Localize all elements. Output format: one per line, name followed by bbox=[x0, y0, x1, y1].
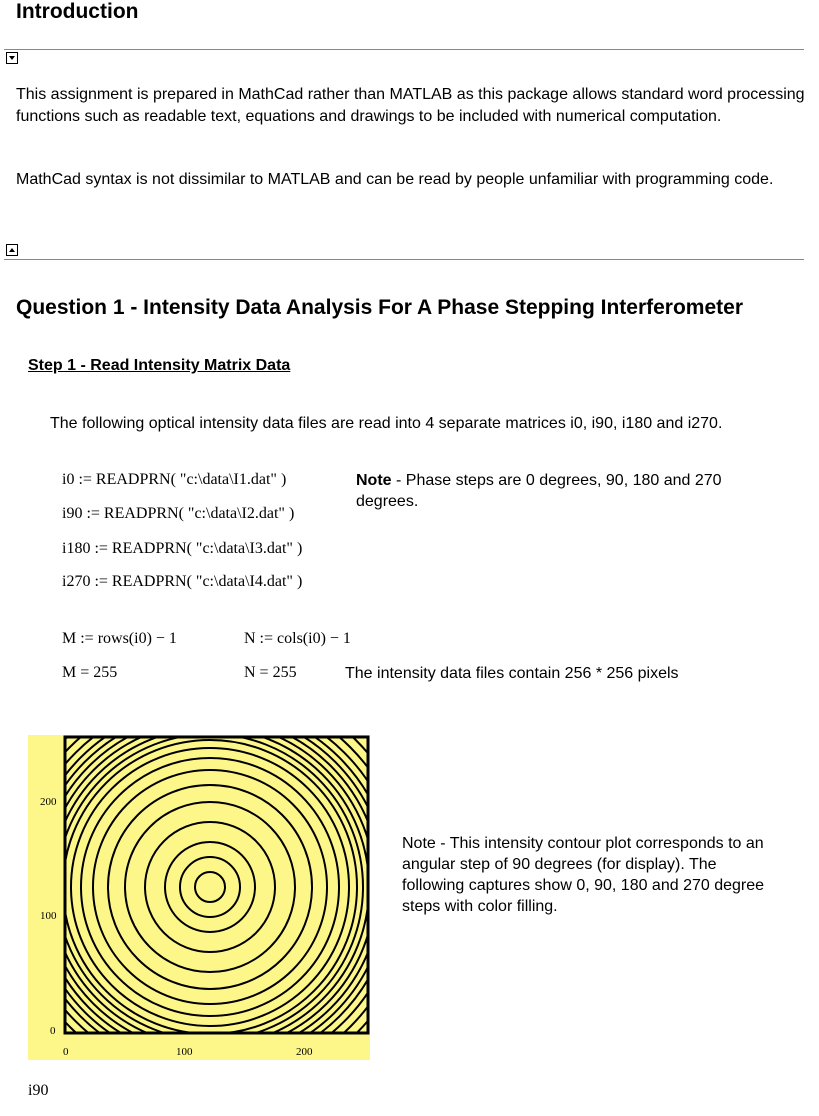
result-n: N = 255 bbox=[244, 664, 297, 681]
pixels-note: The intensity data files contain 256 * 256 pixels bbox=[345, 665, 679, 682]
equation-i180: i180 := READPRN( "c:\data\I3.dat" ) bbox=[62, 540, 303, 557]
divider bbox=[4, 259, 804, 260]
contour-ring bbox=[57, 735, 363, 1040]
phase-steps-note bbox=[356, 470, 786, 512]
expand-region-toggle[interactable] bbox=[6, 244, 18, 256]
triangle-up-icon bbox=[7, 245, 17, 255]
equation-n-definition: N := cols(i0) − 1 bbox=[244, 630, 351, 647]
result-m: M = 255 bbox=[62, 664, 118, 681]
triangle-down-icon bbox=[7, 53, 17, 63]
introduction-heading: Introduction bbox=[16, 0, 139, 23]
equation-i0: i0 := READPRN( "c:\data\I1.dat" ) bbox=[62, 471, 287, 488]
y-tick-label: 100 bbox=[40, 910, 57, 922]
x-tick-label: 0 bbox=[63, 1046, 69, 1058]
step-1-description: The following optical intensity data files are read into 4 separate matrices i0, i90, i180 and i270. bbox=[50, 415, 723, 432]
question-1-heading: Question 1 - Intensity Data Analysis For A Phase Stepping Interferometer bbox=[16, 296, 743, 319]
step-1-heading: Step 1 - Read Intensity Matrix Data bbox=[28, 357, 291, 374]
contour-lines bbox=[28, 735, 370, 1060]
x-tick-label: 100 bbox=[176, 1046, 193, 1058]
intro-paragraph-1: This assignment is prepared in MathCad rather than MATLAB as this package allows standard word processing functions such as readable text, equations and drawings to be included with numerical computation. bbox=[16, 86, 805, 125]
divider bbox=[4, 49, 804, 50]
x-tick-label: 200 bbox=[296, 1046, 313, 1058]
contour-ring bbox=[108, 785, 312, 989]
intro-paragraph-2: MathCad syntax is not dissimilar to MATLAB and can be read by people unfamiliar with programming code. bbox=[16, 171, 774, 188]
collapse-region-toggle[interactable] bbox=[6, 52, 18, 64]
y-tick-label: 0 bbox=[50, 1025, 56, 1037]
contour-ring bbox=[180, 857, 240, 917]
note-text: - Phase steps are 0 degrees, 90, 180 and 270 degrees. bbox=[356, 472, 722, 510]
note-label: Note bbox=[356, 472, 392, 489]
contour-ring bbox=[195, 872, 225, 902]
contour-ring bbox=[125, 802, 295, 972]
contour-ring bbox=[81, 758, 339, 1016]
plot-variable-label: i90 bbox=[28, 1082, 49, 1099]
contour-plot-canvas bbox=[28, 735, 370, 1060]
contour-plot-note: Note - This intensity contour plot corresponds to an angular step of 90 degrees (for display). The following captures show 0, 90, 180 and 270 degree steps with color filling. bbox=[402, 835, 765, 915]
equation-m-definition: M := rows(i0) − 1 bbox=[62, 630, 177, 647]
y-tick-label: 200 bbox=[40, 796, 57, 808]
equation-i90: i90 := READPRN( "c:\data\I2.dat" ) bbox=[62, 505, 295, 522]
contour-ring bbox=[71, 748, 349, 1026]
contour-ring bbox=[165, 842, 255, 932]
equation-i270: i270 := READPRN( "c:\data\I4.dat" ) bbox=[62, 573, 303, 590]
contour-ring bbox=[93, 770, 327, 1004]
contour-plot[interactable] bbox=[28, 735, 370, 1060]
